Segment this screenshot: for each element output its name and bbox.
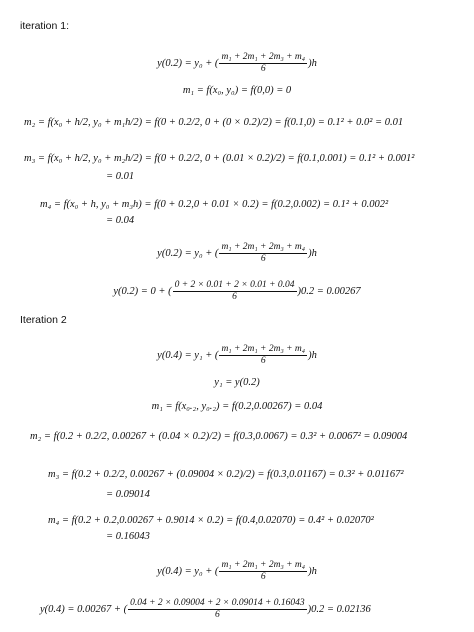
formula-m4-iter2-result: = 0.16043 [106,531,150,542]
formula-m4: m₄ = f(x₀ + h, y₀ + m₃h) = f(0 + 0.2,0 + 0.01 × 0.2) = f(0.2,0.002) = 0.1² + 0.002² [40,199,389,210]
formula-y02-general: y(0.2) = y₀ + ( $\frac{\text{m₁ + 2m₁ + 2m₃ + m₄}}{6}$ )h [157,52,317,74]
formula-m1: m₁ = f(x₀, y₀) = f(0,0) = 0 [182,85,292,96]
formula-m2: m₂ = f(x₀ + h/2, y₀ + m₁h/2) = f(0 + 0.2/2, 0 + (0 × 0.2)/2) = f(0.1,0) = 0.1² + 0.0² = 0.01 [24,117,404,128]
formula-y04-result: y(0.4) = 0.00267 + ( $\frac{0.04 + 2 \times 0.09004 + 2 \times 0.09014 + 0.16043}{6}$ )0.2 = 0.02136 [40,598,371,620]
formula-m4-result: = 0.04 [106,215,135,226]
iteration-2-heading: Iteration 2 [20,314,67,326]
formula-m1-iter2: m₁ = f(x₀.₂, y₀.₂) = f(0.2,0.00267) = 0.04 [151,401,323,412]
formula-y1: y₁ = y(0.2) [214,377,260,388]
formula-m3-iter2-result: = 0.09014 [106,489,150,500]
formula-y02-result: y(0.2) = 0 + ( $\frac{0 + 2 \times 0.01 + 2 \times 0.01 + 0.04}{6}$ )0.2 = 0.00267 [113,280,361,302]
formula-m3-iter2: m₃ = f(0.2 + 0.2/2, 0.00267 + (0.09004 × 0.2)/2) = f(0.3,0.01167) = 0.3² + 0.01167² [48,469,404,480]
formula-y04-repeat: y(0.4) = y₀ + ( $\frac{\text{m₁ + 2m₁ + 2m₃ + m₄}}{6}$ )h [157,560,317,582]
formula-y02-repeat: y(0.2) = y₀ + ( $\frac{\text{m₁ + 2m₁ + 2m₃ + m₄}}{6}$ )h [157,242,317,264]
formula-m3: m₃ = f(x₀ + h/2, y₀ + m₂h/2) = f(0 + 0.2/2, 0 + (0.01 × 0.2)/2) = f(0.1,0.001) = 0.1² + 0.001² [24,153,415,164]
formula-m3-result: = 0.01 [106,171,135,182]
formula-m2-iter2: m₂ = f(0.2 + 0.2/2, 0.00267 + (0.04 × 0.2)/2) = f(0.3,0.0067) = 0.3² + 0.0067² = 0.09004 [30,431,408,442]
iteration-1-heading: iteration 1: [20,20,70,32]
formula-m4-iter2: m₄ = f(0.2 + 0.2,0.00267 + 0.9014 × 0.2) = f(0.4,0.02070) = 0.4² + 0.02070² [48,515,374,526]
formula-y04-general: y(0.4) = y₁ + ( $\frac{\text{m₁ + 2m₁ + 2m₃ + m₄}}{6}$ )h [157,344,317,366]
